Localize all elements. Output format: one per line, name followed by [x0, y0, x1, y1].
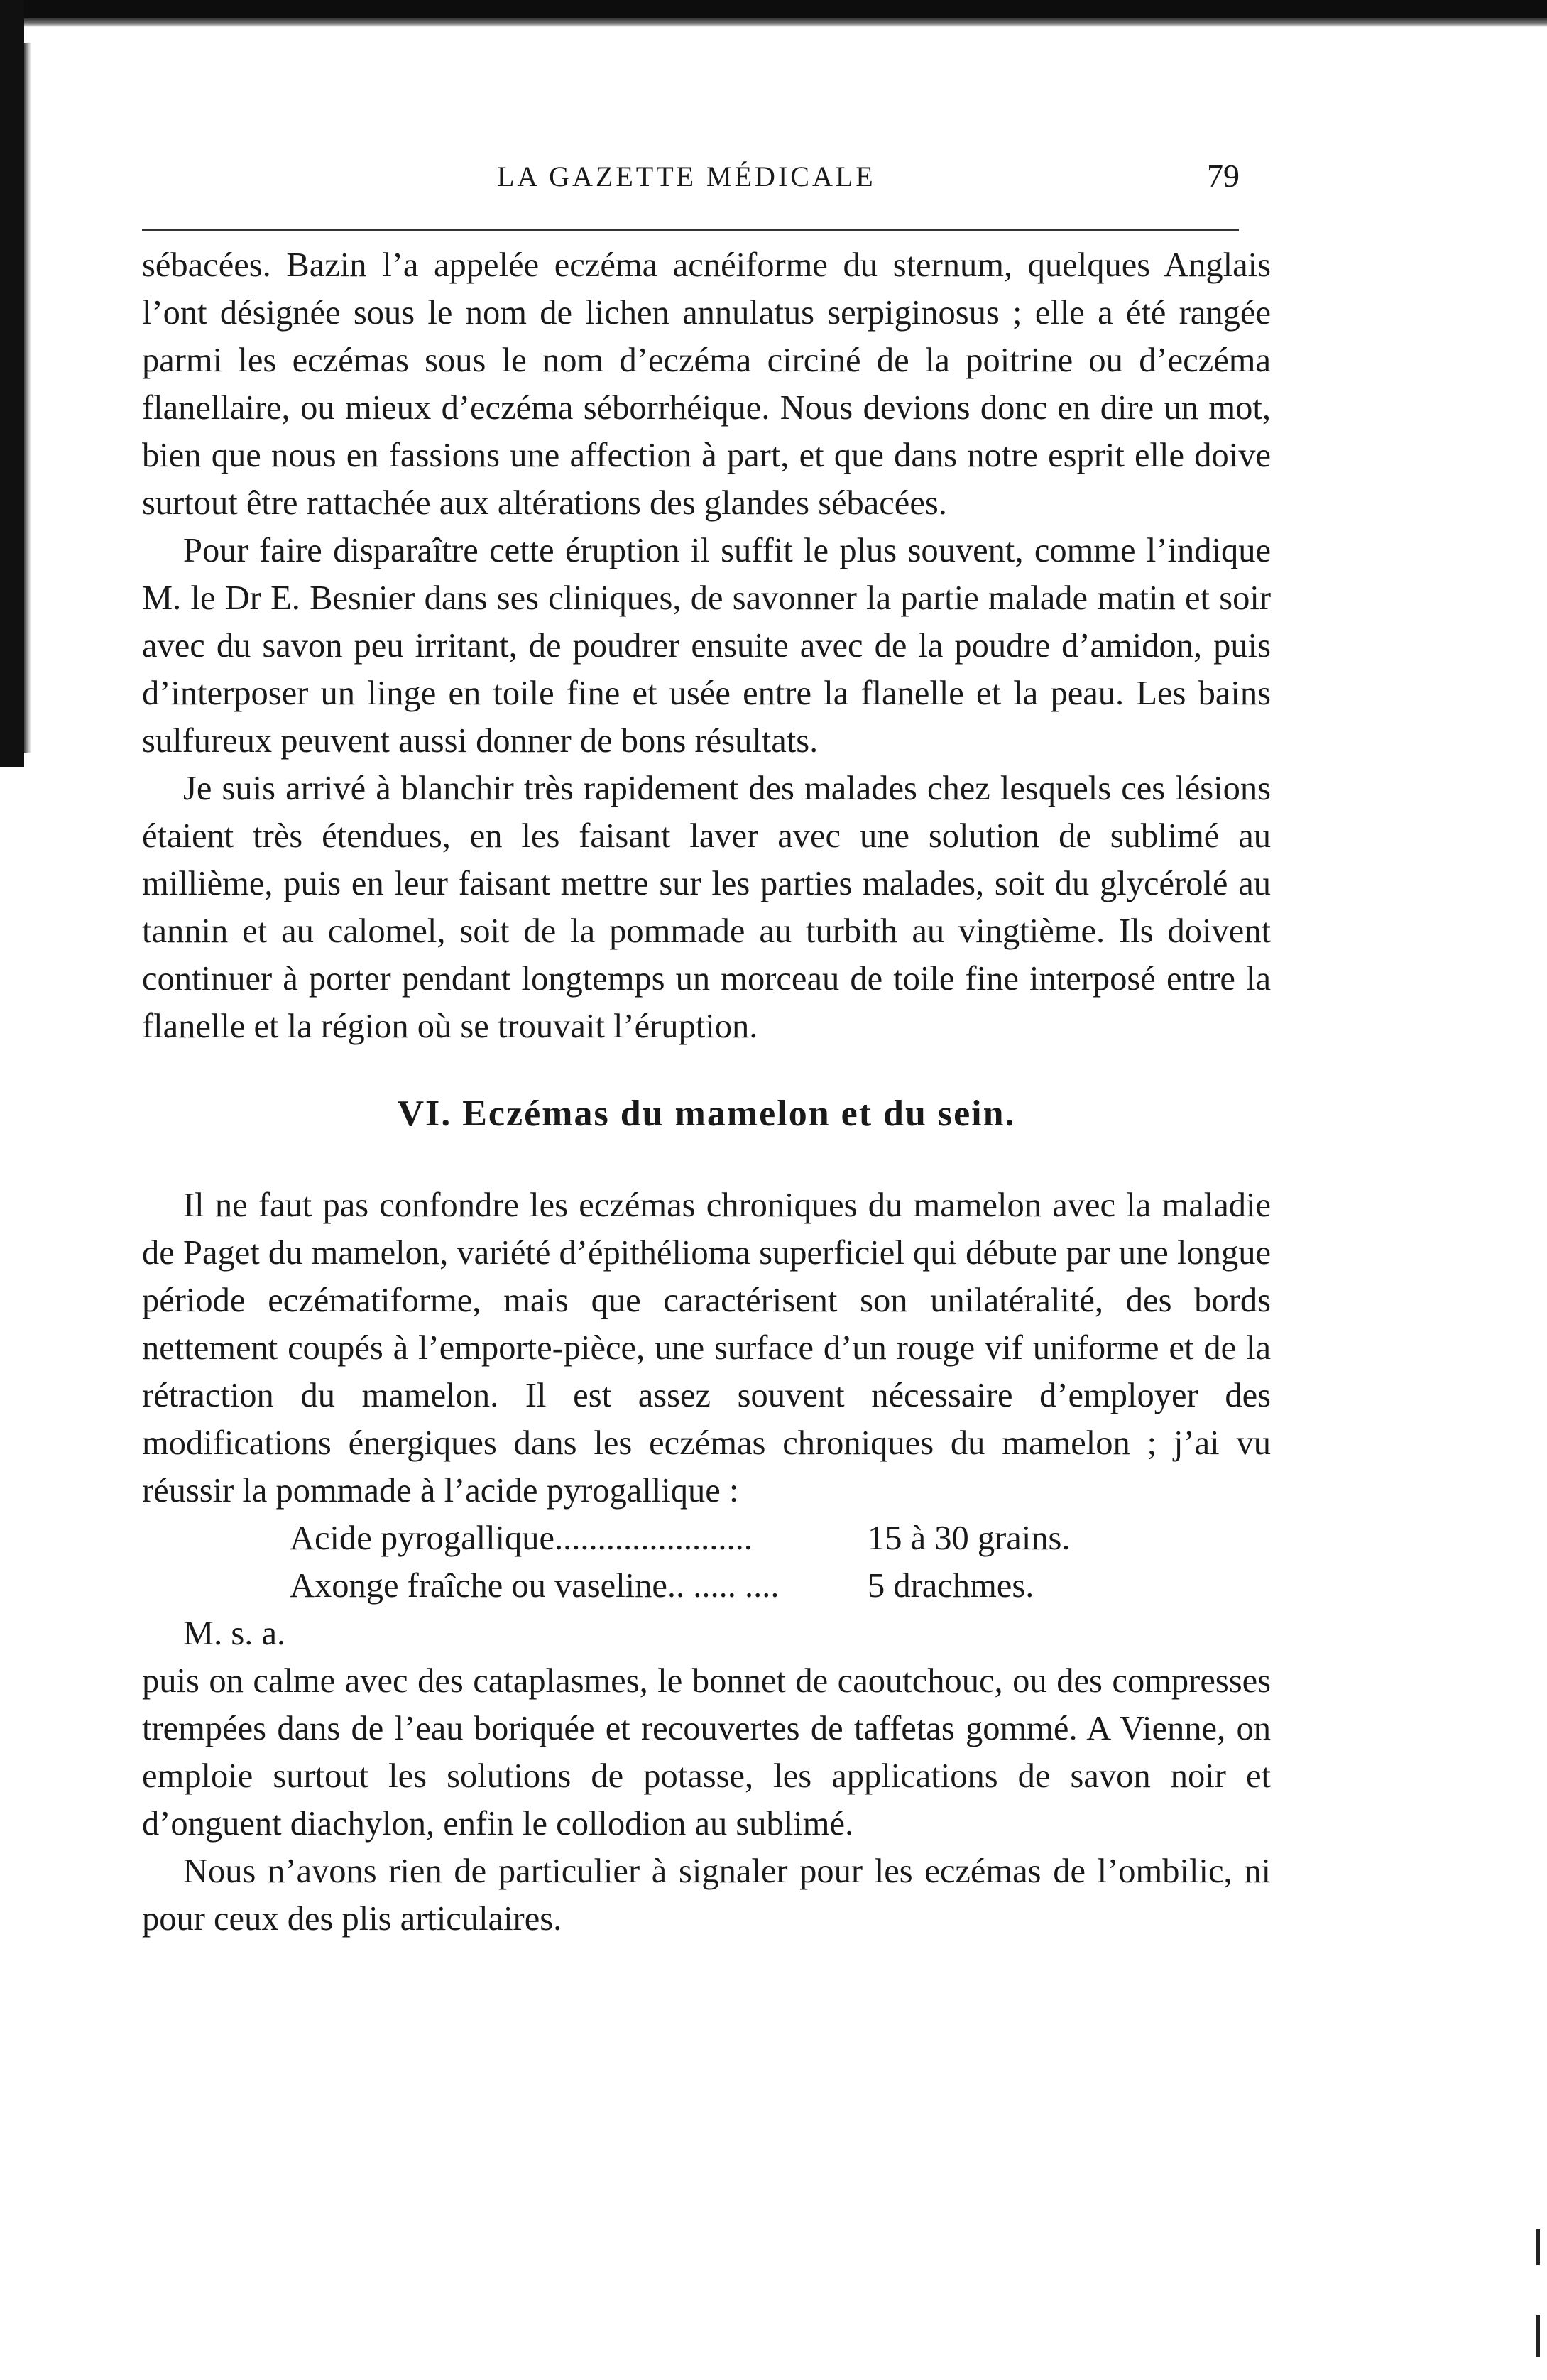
formula-row [142, 1514, 1271, 1562]
paragraph-3: Je suis arrivé à blanchir très rapidement des malades chez lesquels ces lésions étaient très étendues, en les faisant laver avec une solution de sublimé au millième, puis en leur faisant mettre sur les parties malades, soit du glycérolé au tannin et au calomel, soit de la pommade au turbith au vingtième. Ils doivent continuer à porter pendant longtemps un morceau de toile fine interposé entre la flanelle et la région où se trouvait l’éruption. [142, 770, 1271, 1045]
prescription-instruction: M. s. a. [183, 1615, 286, 1652]
page-header [0, 146, 1547, 195]
prescription-formula [142, 1514, 1271, 1610]
scan-mark-right-1 [1536, 2229, 1540, 2265]
formula-quantity: 5 drachmes. [868, 1567, 1034, 1605]
formula-ingredient: Acide pyrogallique....................... [290, 1519, 753, 1557]
formula-quantity: 15 à 30 grains. [868, 1519, 1071, 1557]
scan-border-top [0, 0, 1547, 18]
scan-border-left [0, 0, 24, 767]
paragraph-2: Pour faire disparaître cette éruption il suffit le plus souvent, comme l’indique M. le Dr E. Besnier dans ses cliniques, de savonner la partie malade matin et soir avec du savon peu irritant, de poudrer ensuite avec de la poudre d’amidon, puis d’interposer un linge en toile fine et usée entre la flanelle et la peau. Les bains sulfureux peuvent aussi donner de bons résultats. [142, 532, 1271, 760]
header-rule [142, 229, 1239, 231]
page-number: 79 [1207, 158, 1240, 194]
paragraph-1: sébacées. Bazin l’a appelée eczéma acnéiforme du sternum, quelques Anglais l’ont désignée sous le nom de lichen annulatus serpiginosus ; elle a été rangée parmi les eczémas sous le nom d’eczéma circiné de la poitrine ou d’eczéma flanellaire, ou mieux d’eczéma séborrhéique. Nous devions donc en dire un mot, bien que nous en fassions une affection à part, et que dans notre esprit elle doive surtout être rattachée aux altérations des glandes sébacées. [142, 246, 1271, 522]
scan-mark-right-2 [1536, 2315, 1540, 2357]
formula-ingredient: Axonge fraîche ou vaseline.. ..... .... [290, 1567, 780, 1605]
paragraph-4: Il ne faut pas confondre les eczémas chroniques du mamelon avec la maladie de Paget du mamelon, variété d’épithélioma superficiel qui débute par une longue période eczématiforme, mais que caractérisent son unilatéralité, des bords nettement coupés à l’emporte-pièce, une surface d’un rouge vif uniforme et de la rétraction du mamelon. Il est assez souvent nécessaire d’employer des modifications énergiques dans les eczémas chroniques du mamelon ; j’ai vu réussir la pommade à l’acide pyrogallique : [142, 1186, 1271, 1510]
page-body [142, 241, 1271, 1943]
paragraph-5: puis on calme avec des cataplasmes, le bonnet de caoutchouc, ou des compresses trempées dans de l’eau boriquée et recouvertes de taffetas gommé. A Vienne, on emploie surtout les solutions de potasse, les applications de savon noir et d’onguent diachylon, enfin le collodion au sublimé. [142, 1662, 1271, 1843]
formula-row [142, 1562, 1271, 1610]
running-title: LA GAZETTE MÉDICALE [497, 160, 876, 192]
paragraph-6: Nous n’avons rien de particulier à signaler pour les eczémas de l’ombilic, ni pour ceux des plis articulaires. [142, 1852, 1271, 1938]
section-heading: VI. Eczémas du mamelon et du sein. [397, 1093, 1016, 1134]
scan-border-top-shadow [0, 18, 1547, 27]
